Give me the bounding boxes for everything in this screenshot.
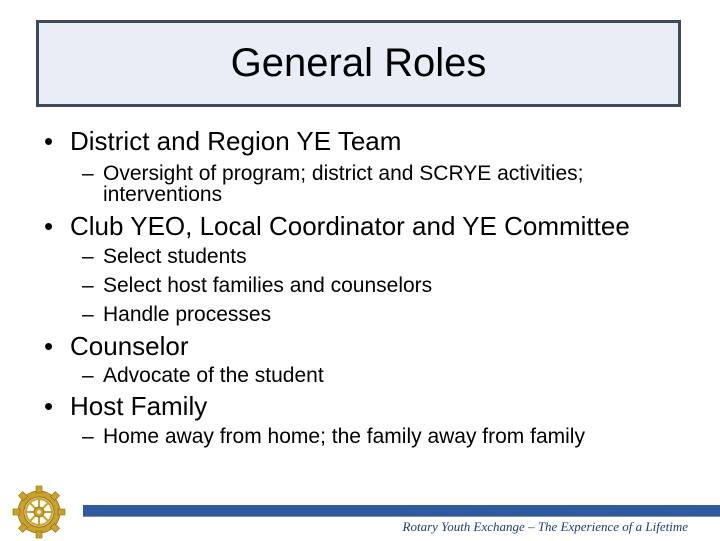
title-box [36, 20, 681, 107]
bullet-text: Host Family [70, 391, 208, 421]
sub-bullet-text: Select students [103, 245, 247, 268]
sub-bullet-item [82, 426, 683, 447]
sub-bullet-item [82, 275, 683, 296]
bullet-item [44, 331, 189, 361]
bullet-symbol: • [44, 331, 54, 361]
footer-divider [83, 516, 720, 517]
bullet-symbol: • [44, 126, 54, 156]
sub-bullet-item [82, 246, 683, 267]
sub-bullet-text: Home away from home; the family away from family [103, 425, 585, 448]
sub-bullet-symbol: – [82, 245, 94, 268]
bullet-symbol: • [44, 211, 54, 241]
sub-bullet-text: Handle processes [103, 303, 272, 326]
sub-bullet-symbol: – [82, 274, 94, 297]
bullet-text: Counselor [70, 331, 189, 361]
sub-bullet-item [82, 365, 683, 386]
sub-bullet-text: Select host families and counselors [103, 274, 433, 297]
sub-bullet-text: Advocate of the student [103, 364, 324, 387]
bullet-text: Club YEO, Local Coordinator and YE Committee [70, 211, 630, 241]
bullet-item [44, 391, 207, 421]
bullet-symbol: • [44, 391, 54, 421]
sub-bullet-item [82, 304, 683, 325]
bullet-text: District and Region YE Team [70, 126, 402, 156]
sub-bullet-symbol: – [82, 425, 94, 448]
footer-bar [83, 505, 720, 516]
bullet-item [44, 126, 401, 156]
bullet-item [44, 211, 630, 241]
sub-bullet-symbol: – [82, 162, 94, 185]
sub-bullet-item [82, 163, 683, 205]
sub-bullet-symbol: – [82, 303, 94, 326]
sub-bullet-symbol: – [82, 364, 94, 387]
sub-bullet-text: Oversight of program; district and SCRYE activities; interventions [103, 162, 584, 206]
footer-tagline: Rotary Youth Exchange – The Experience of a Lifetime [402, 519, 688, 534]
rotary-wheel-icon [10, 483, 68, 541]
slide-title: General Roles [230, 41, 487, 85]
